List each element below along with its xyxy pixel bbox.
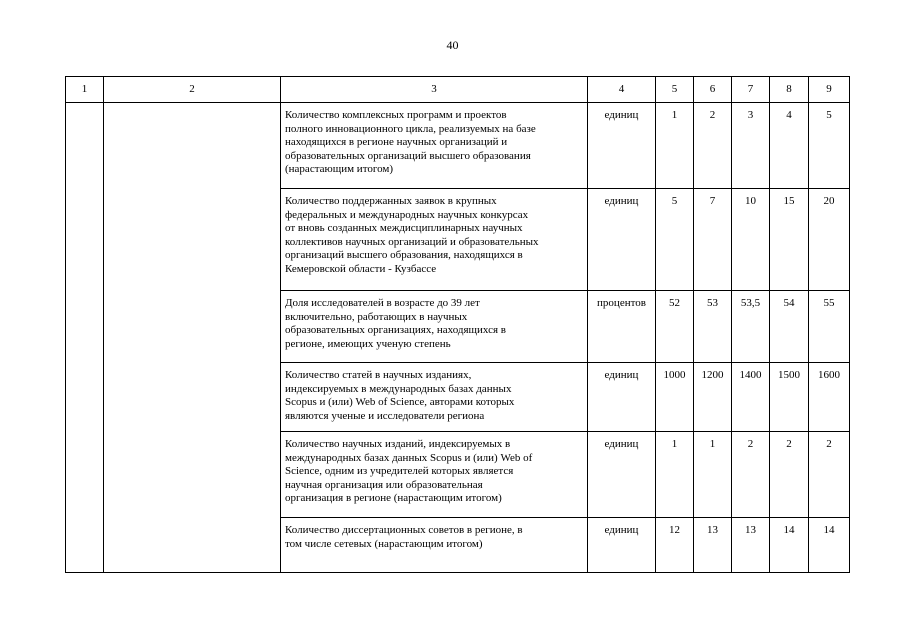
indicator-name-line: коллективов научных организаций и образовательных [285, 235, 539, 248]
value-cell-8: 15 [770, 189, 809, 291]
unit-cell: единиц [588, 363, 656, 432]
value-cell-9: 55 [809, 291, 850, 363]
value-cell-6: 7 [694, 189, 732, 291]
value-cell-7: 13 [732, 518, 770, 573]
value-cell-9: 14 [809, 518, 850, 573]
value-cell-9: 20 [809, 189, 850, 291]
value-cell-6: 13 [694, 518, 732, 573]
indicator-name-line: образовательных организаций высшего образования [285, 149, 531, 162]
value-cell-6: 2 [694, 103, 732, 189]
value-cell-5: 1 [656, 103, 694, 189]
value-cell-8: 14 [770, 518, 809, 573]
header-cell: 9 [809, 77, 850, 103]
indicator-name-cell [281, 291, 588, 363]
unit-cell: единиц [588, 103, 656, 189]
indicator-name-line: Количество комплексных программ и проектов [285, 109, 507, 121]
indicator-name-line: федеральных и международных научных конкурсах [285, 208, 529, 221]
indicator-name-line: Количество диссертационных советов в регионе, в [285, 524, 523, 536]
indicator-name-line: являются ученые и исследователи региона [285, 409, 485, 422]
value-cell-6: 53 [694, 291, 732, 363]
indicator-name-cell [281, 363, 588, 432]
value-cell-7: 10 [732, 189, 770, 291]
value-cell-7: 1400 [732, 363, 770, 432]
unit-cell: единиц [588, 189, 656, 291]
value-cell-5: 12 [656, 518, 694, 573]
header-cell: 3 [281, 77, 588, 103]
value-cell-5: 1000 [656, 363, 694, 432]
value-cell-9: 1600 [809, 363, 850, 432]
value-cell-5: 52 [656, 291, 694, 363]
indicator-name-line: регионе, имеющих ученую степень [285, 337, 451, 350]
indicator-name-line: индексируемых в международных базах данных [285, 382, 512, 395]
value-cell-9: 2 [809, 432, 850, 518]
indicators-table [65, 76, 850, 573]
value-cell-8: 1500 [770, 363, 809, 432]
indicator-name-cell [281, 103, 588, 189]
indicator-name-cell [281, 518, 588, 573]
table-row [66, 103, 850, 189]
indicator-name-line: образовательных организациях, находящихся в [285, 324, 506, 337]
indicator-name-line: включительно, работающих в научных [285, 310, 468, 323]
indicator-name-line: Доля исследователей в возрасте до 39 лет [285, 297, 480, 309]
indicator-name-cell [281, 432, 588, 518]
col-1-cell [66, 103, 104, 573]
indicator-name-line: Количество научных изданий, индексируемых в [285, 438, 511, 450]
unit-cell: единиц [588, 432, 656, 518]
indicator-name-cell [281, 189, 588, 291]
indicator-name-line: организация в регионе (нарастающим итогом) [285, 492, 502, 505]
page-number: 40 [446, 38, 459, 52]
value-cell-7: 3 [732, 103, 770, 189]
unit-cell: единиц [588, 518, 656, 573]
indicator-name-line: Science, одним из учредителей которых является [285, 465, 514, 478]
value-cell-7: 2 [732, 432, 770, 518]
indicator-name-line: Количество поддержанных заявок в крупных [285, 195, 497, 207]
indicator-name-line: находящихся в регионе научных организаций и [285, 136, 508, 149]
indicator-name-line: международных базах данных Scopus и (или) Web of [285, 451, 533, 464]
value-cell-9: 5 [809, 103, 850, 189]
header-cell: 8 [770, 77, 809, 103]
header-cell: 7 [732, 77, 770, 103]
col-2-cell [104, 103, 281, 573]
value-cell-6: 1200 [694, 363, 732, 432]
value-cell-7: 53,5 [732, 291, 770, 363]
indicator-name-line: том числе сетевых (нарастающим итогом) [285, 537, 483, 550]
table-body [66, 103, 850, 573]
unit-cell: процентов [588, 291, 656, 363]
header-cell: 4 [588, 77, 656, 103]
value-cell-6: 1 [694, 432, 732, 518]
indicator-name-line: научная организация или образовательная [285, 478, 483, 491]
indicator-name-line: Количество статей в научных изданиях, [285, 369, 472, 381]
value-cell-5: 1 [656, 432, 694, 518]
header-cell: 2 [104, 77, 281, 103]
header-row [66, 77, 850, 103]
value-cell-8: 4 [770, 103, 809, 189]
indicator-name-line: Кемеровской области - Кузбассе [285, 262, 437, 275]
value-cell-8: 2 [770, 432, 809, 518]
header-cell: 1 [66, 77, 104, 103]
indicator-name-line: (нарастающим итогом) [285, 163, 394, 176]
header-cell: 5 [656, 77, 694, 103]
header-cell: 6 [694, 77, 732, 103]
value-cell-8: 54 [770, 291, 809, 363]
indicator-name-line: Scopus и (или) Web of Science, авторами которых [285, 396, 515, 409]
value-cell-5: 5 [656, 189, 694, 291]
indicator-name-line: полного инновационного цикла, реализуемых на базе [285, 122, 536, 135]
indicator-name-line: организаций высшего образования, находящихся в [285, 249, 523, 262]
indicator-name-line: от вновь созданных междисциплинарных научных [285, 222, 523, 235]
